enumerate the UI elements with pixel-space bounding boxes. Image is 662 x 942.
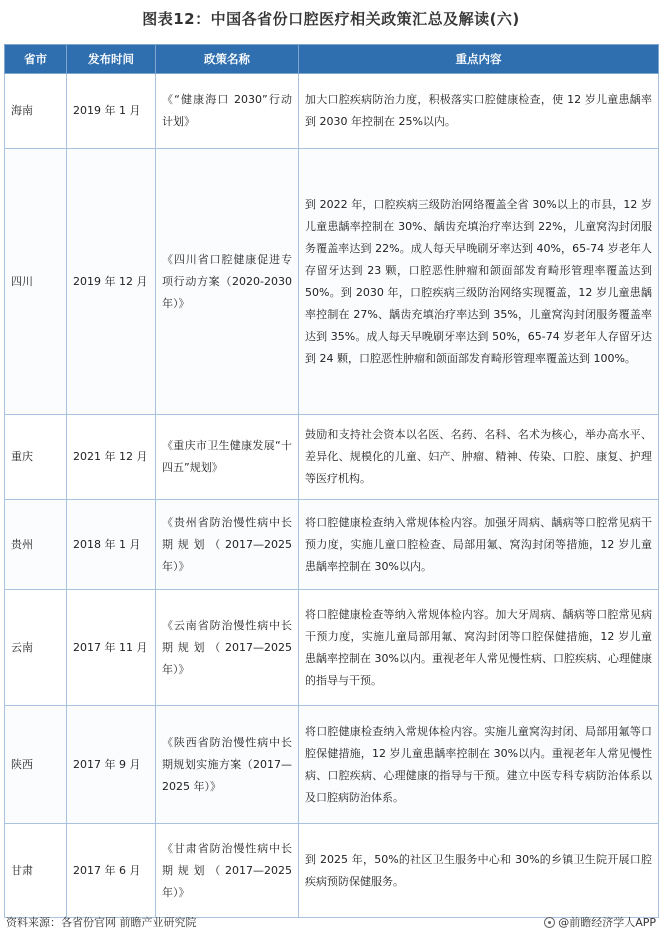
table-row [5, 149, 659, 415]
cell-province: 陕西 [5, 706, 67, 824]
cell-content: 到 2022 年，口腔疾病三级防治网络覆盖全省 30%以上的市县，12 岁儿童患龋率控制在 30%、龋齿充填治疗率达到 22%，儿童窝沟封闭服务覆盖率达到 22%。成人每天早晚刷牙率达到 40%，65-74 岁老年人存留牙达到 23 颗，口腔恶性肿瘤和颌面部发育畸形管理率覆盖达到 50%。到 2030 年，口腔疾病三级防治网络实现覆盖，12 岁儿童患龋率控制在 27%、龋齿充填治疗率达到 35%，儿童窝沟封闭服务覆盖率达到 35%。成人每天早晚刷牙率达到 50%，65-74 岁老年人存留牙达到 24 颗，口腔恶性肿瘤和颌面部发育畸形管理率覆盖达到 100%。 [299, 149, 659, 415]
table-row [5, 824, 659, 918]
table-row [5, 415, 659, 500]
policy-table [4, 44, 659, 918]
table-row [5, 74, 659, 149]
cell-policy: 《甘肃省防治慢性病中长期规划（2017—2025 年）》 [156, 824, 299, 918]
cell-date: 2021 年 12 月 [67, 415, 156, 500]
table-header-row [5, 45, 659, 74]
cell-policy: 《云南省防治慢性病中长期规划（2017—2025 年）》 [156, 590, 299, 706]
header-province: 省市 [5, 45, 67, 74]
cell-content: 将口腔健康检查等纳入常规体检内容。加大牙周病、龋病等口腔常见病干预力度，实施儿童局部用氟、窝沟封闭等口腔保健措施，12 岁儿童患龋率控制在 30%以内。重视老年人常见慢性病、口腔疾病、心理健康的指导与干预。 [299, 590, 659, 706]
cell-date: 2019 年 12 月 [67, 149, 156, 415]
cell-content: 将口腔健康检查纳入常规体检内容。实施儿童窝沟封闭、局部用氟等口腔保健措施，12 岁儿童患龋率控制在 30%以内。重视老年人常见慢性病、口腔疾病、心理健康的指导与干预。建立中医专科专病防治体系以及口腔病防治体系。 [299, 706, 659, 824]
cell-date: 2017 年 6 月 [67, 824, 156, 918]
cell-content: 加大口腔疾病防治力度，积极落实口腔健康检查，使 12 岁儿童患龋率到 2030 年控制在 25%以内。 [299, 74, 659, 149]
cell-province: 甘肃 [5, 824, 67, 918]
table-row [5, 590, 659, 706]
cell-policy: 《陕西省防治慢性病中长期规划实施方案（2017—2025 年）》 [156, 706, 299, 824]
cell-date: 2019 年 1 月 [67, 74, 156, 149]
header-content: 重点内容 [299, 45, 659, 74]
cell-province: 海南 [5, 74, 67, 149]
brand-credit-text: @前瞻经济学人APP [558, 916, 656, 929]
cell-policy: 《贵州省防治慢性病中长期规划（2017—2025 年）》 [156, 500, 299, 590]
cell-province: 重庆 [5, 415, 67, 500]
cell-content: 到 2025 年，50%的社区卫生服务中心和 30%的乡镇卫生院开展口腔疾病预防保健服务。 [299, 824, 659, 918]
cell-date: 2018 年 1 月 [67, 500, 156, 590]
cell-date: 2017 年 11 月 [67, 590, 156, 706]
brand-credit [544, 914, 656, 930]
cell-date: 2017 年 9 月 [67, 706, 156, 824]
brand-logo-icon [544, 917, 555, 928]
header-date: 发布时间 [67, 45, 156, 74]
header-policy: 政策名称 [156, 45, 299, 74]
cell-content: 鼓励和支持社会资本以名医、名药、名科、名术为核心，举办高水平、差异化、规模化的儿童、妇产、肿瘤、精神、传染、口腔、康复、护理等医疗机构。 [299, 415, 659, 500]
source-note: 资料来源：各省份官网 前瞻产业研究院 [6, 916, 197, 929]
cell-policy: 《“健康海口 2030”行动计划》 [156, 74, 299, 149]
cell-policy: 《四川省口腔健康促进专项行动方案（2020-2030 年）》 [156, 149, 299, 415]
table-row [5, 500, 659, 590]
cell-province: 云南 [5, 590, 67, 706]
table-row [5, 706, 659, 824]
cell-content: 将口腔健康检查纳入常规体检内容。加强牙周病、龋病等口腔常见病干预力度，实施儿童口腔检查、局部用氟、窝沟封闭等措施，12 岁儿童患龋率控制在 30%以内。 [299, 500, 659, 590]
cell-province: 四川 [5, 149, 67, 415]
footer [4, 912, 658, 934]
cell-policy: 《重庆市卫生健康发展“十四五”规划》 [156, 415, 299, 500]
figure-title: 图表12：中国各省份口腔医疗相关政策汇总及解读(六) [142, 10, 520, 28]
cell-province: 贵州 [5, 500, 67, 590]
